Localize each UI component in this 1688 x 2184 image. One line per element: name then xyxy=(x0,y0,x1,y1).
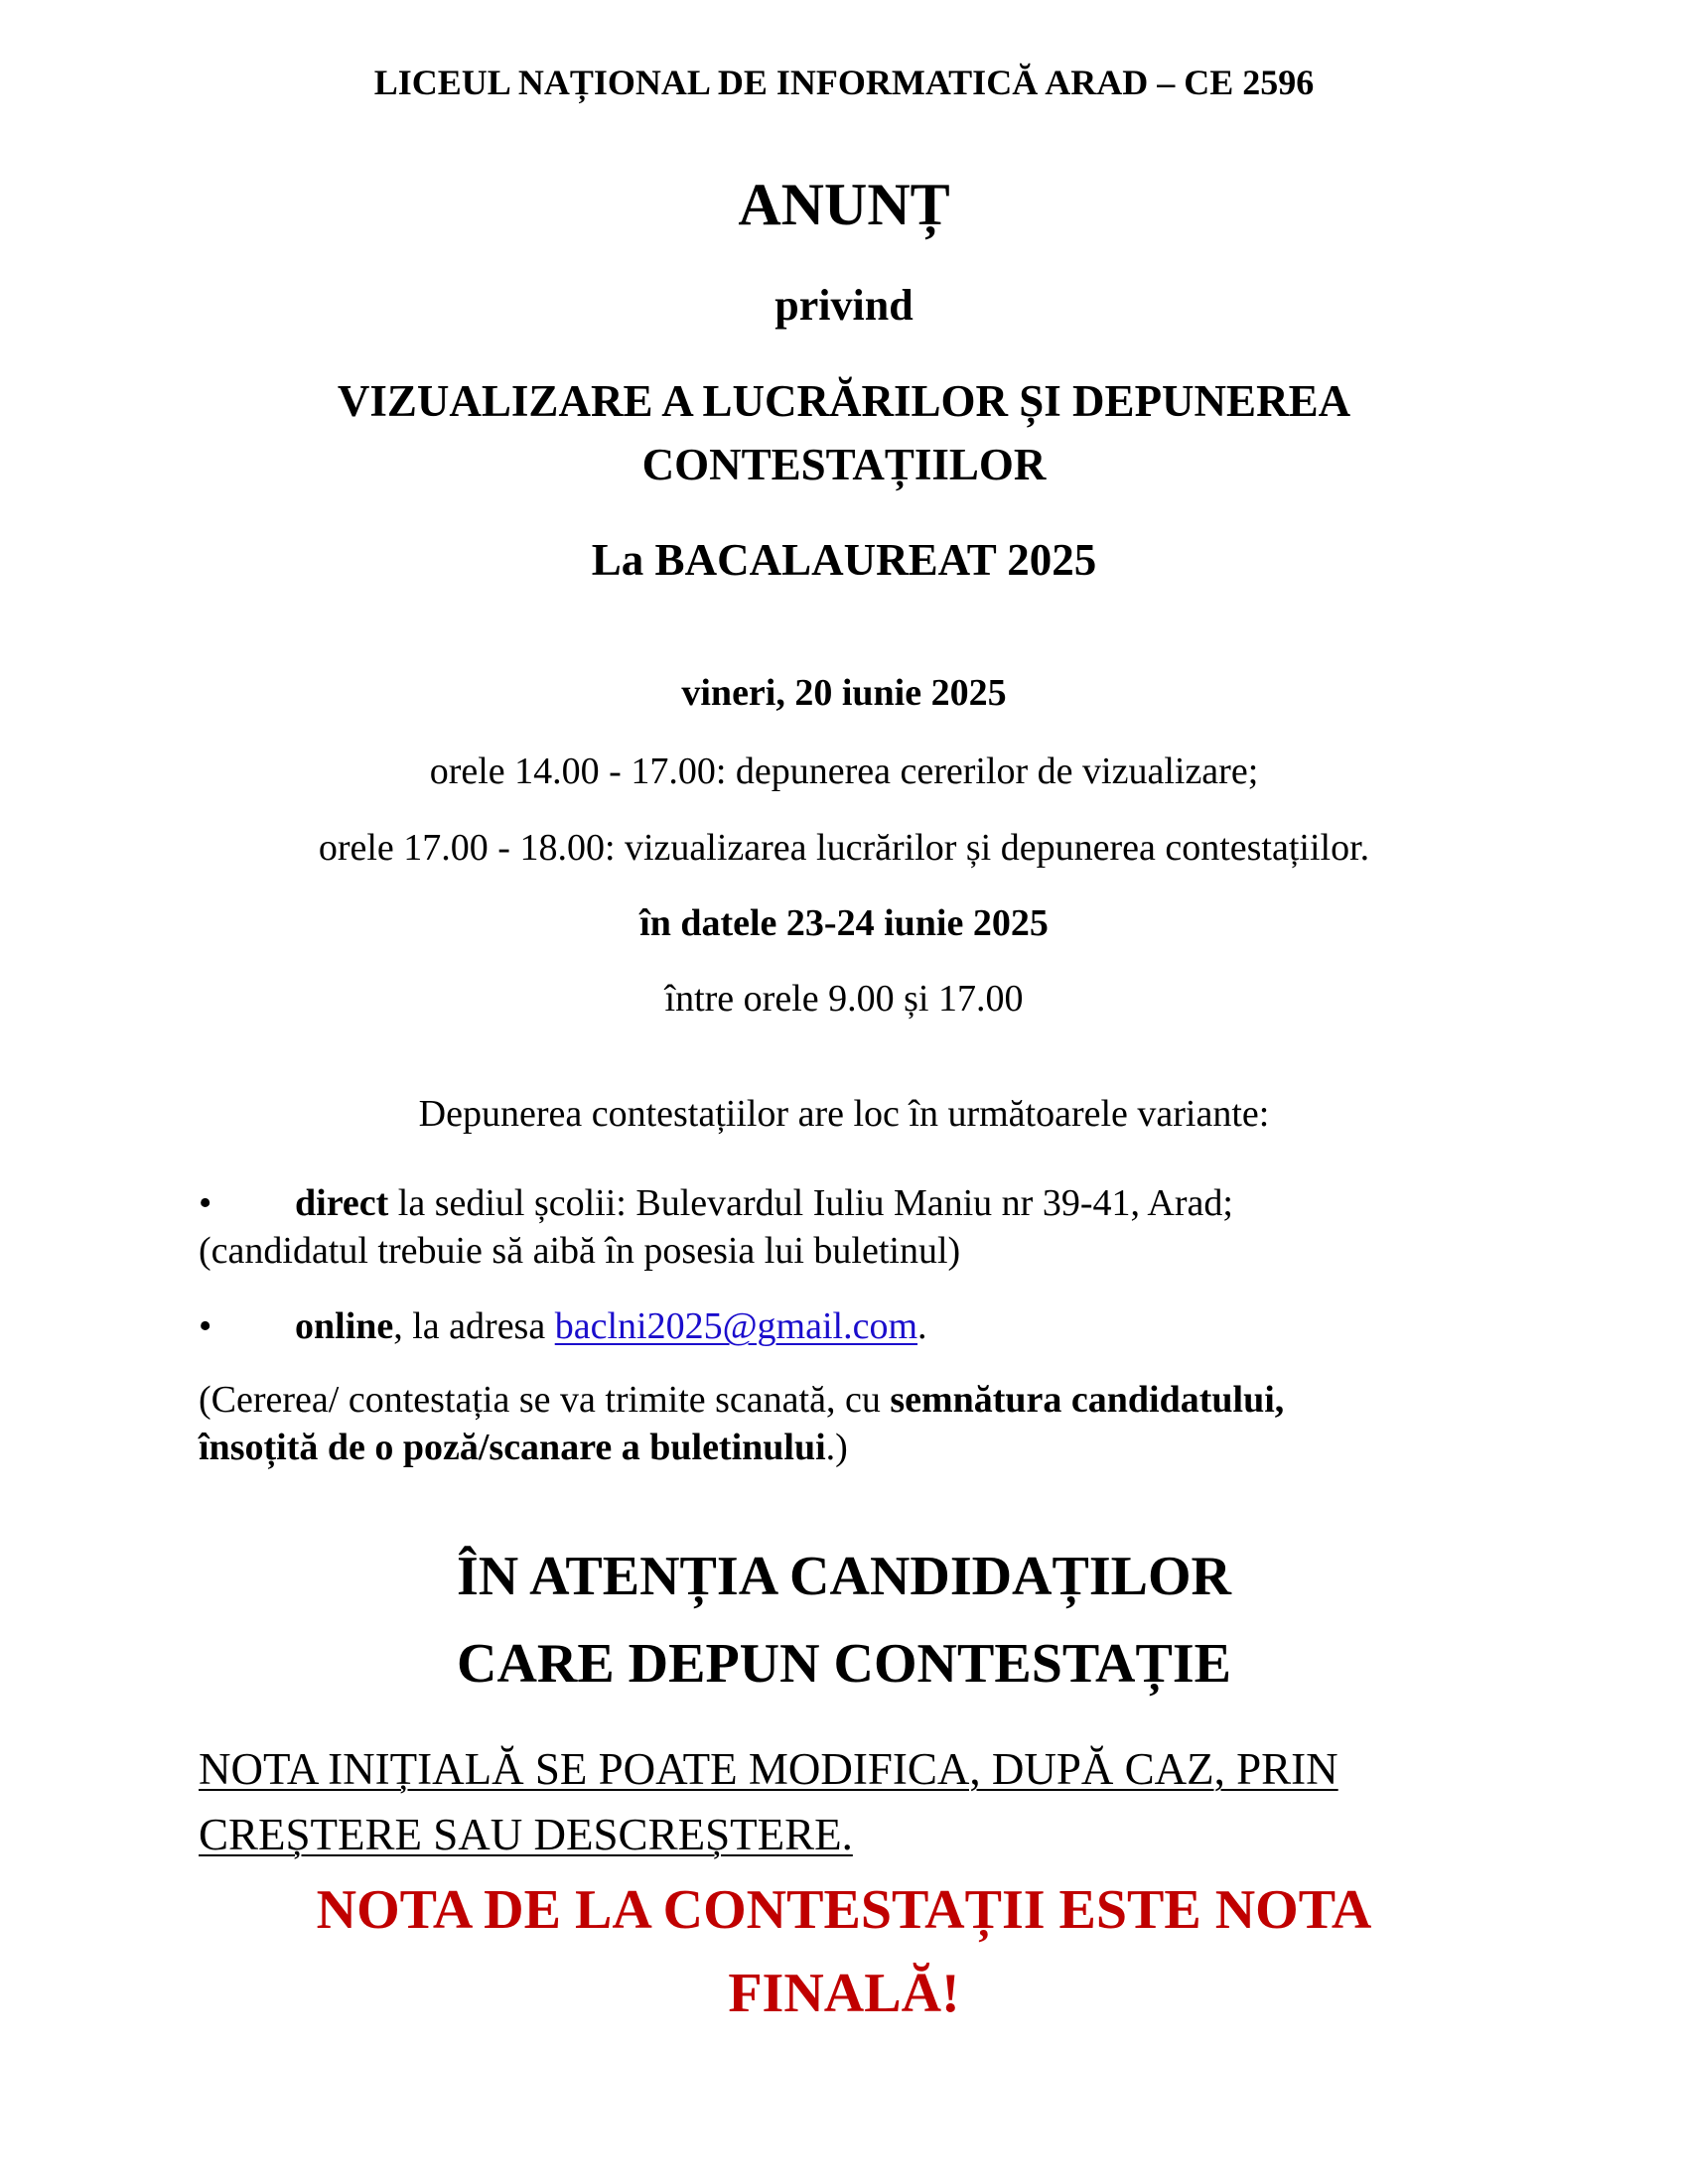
exam-name: La BACALAUREAT 2025 xyxy=(591,535,1097,585)
attention-line-2: CARE DEPUN CONTESTAȚIE xyxy=(457,1633,1231,1695)
note-part-1: (Cererea/ contestația se va trimite scanată, cu xyxy=(199,1379,891,1421)
subject-line-2: CONTESTAȚIILOR xyxy=(641,440,1047,489)
subject-line-1: VIZUALIZARE A LUCRĂRILOR ȘI DEPUNEREA xyxy=(337,376,1351,426)
day1-slot-2: orele 17.00 - 18.00: vizualizarea lucrărilor și depunerea contestațiilor. xyxy=(318,827,1370,869)
attention-line-1: ÎN ATENȚIA CANDIDAȚILOR xyxy=(456,1546,1231,1607)
email-link[interactable]: baclni2025@gmail.com xyxy=(554,1305,918,1347)
note-bold-2: însoțită de o poză/scanare a buletinului xyxy=(199,1427,826,1468)
direct-option xyxy=(295,1181,1233,1225)
direct-text: la sediul școlii: Bulevardul Iuliu Maniu nr 39-41, Arad; xyxy=(388,1182,1233,1224)
direct-label: direct xyxy=(295,1182,389,1224)
subtitle: privind xyxy=(774,281,914,330)
school-name: LICEUL NAȚIONAL DE INFORMATICĂ ARAD – CE 2596 xyxy=(373,63,1315,102)
day2-hours: între orele 9.00 și 17.00 xyxy=(664,978,1024,1020)
online-text: , la adresa xyxy=(393,1305,555,1347)
bullet-online: • xyxy=(199,1305,212,1347)
submission-intro: Depunerea contestațiilor are loc în următoarele variante: xyxy=(418,1093,1270,1135)
warning-line-1: NOTA INIȚIALĂ SE POATE MODIFICA, DUPĂ CAZ, PRIN xyxy=(199,1744,1338,1794)
warning-line-2: CREȘTERE SAU DESCREȘTERE. xyxy=(199,1810,853,1859)
note-end: .) xyxy=(825,1427,848,1468)
submission-note-line-1 xyxy=(199,1378,1284,1422)
online-option xyxy=(295,1304,927,1348)
bullet-direct: • xyxy=(199,1182,212,1224)
day1-date: vineri, 20 iunie 2025 xyxy=(681,672,1007,714)
online-label: online xyxy=(295,1305,394,1347)
direct-note: (candidatul trebuie să aibă în posesia lui buletinul) xyxy=(199,1230,961,1272)
day1-slot-1: orele 14.00 - 17.00: depunerea cererilor de vizualizare; xyxy=(429,751,1259,792)
note-bold-1: semnătura candidatului, xyxy=(890,1379,1285,1421)
page-title: ANUNȚ xyxy=(738,172,950,237)
day2-date: în datele 23-24 iunie 2025 xyxy=(639,902,1049,944)
final-note-line-2: FINALĂ! xyxy=(728,1963,960,2024)
online-end: . xyxy=(917,1305,927,1347)
final-note-line-1: NOTA DE LA CONTESTAȚII ESTE NOTA xyxy=(316,1879,1372,1941)
submission-note-line-2 xyxy=(199,1426,848,1469)
